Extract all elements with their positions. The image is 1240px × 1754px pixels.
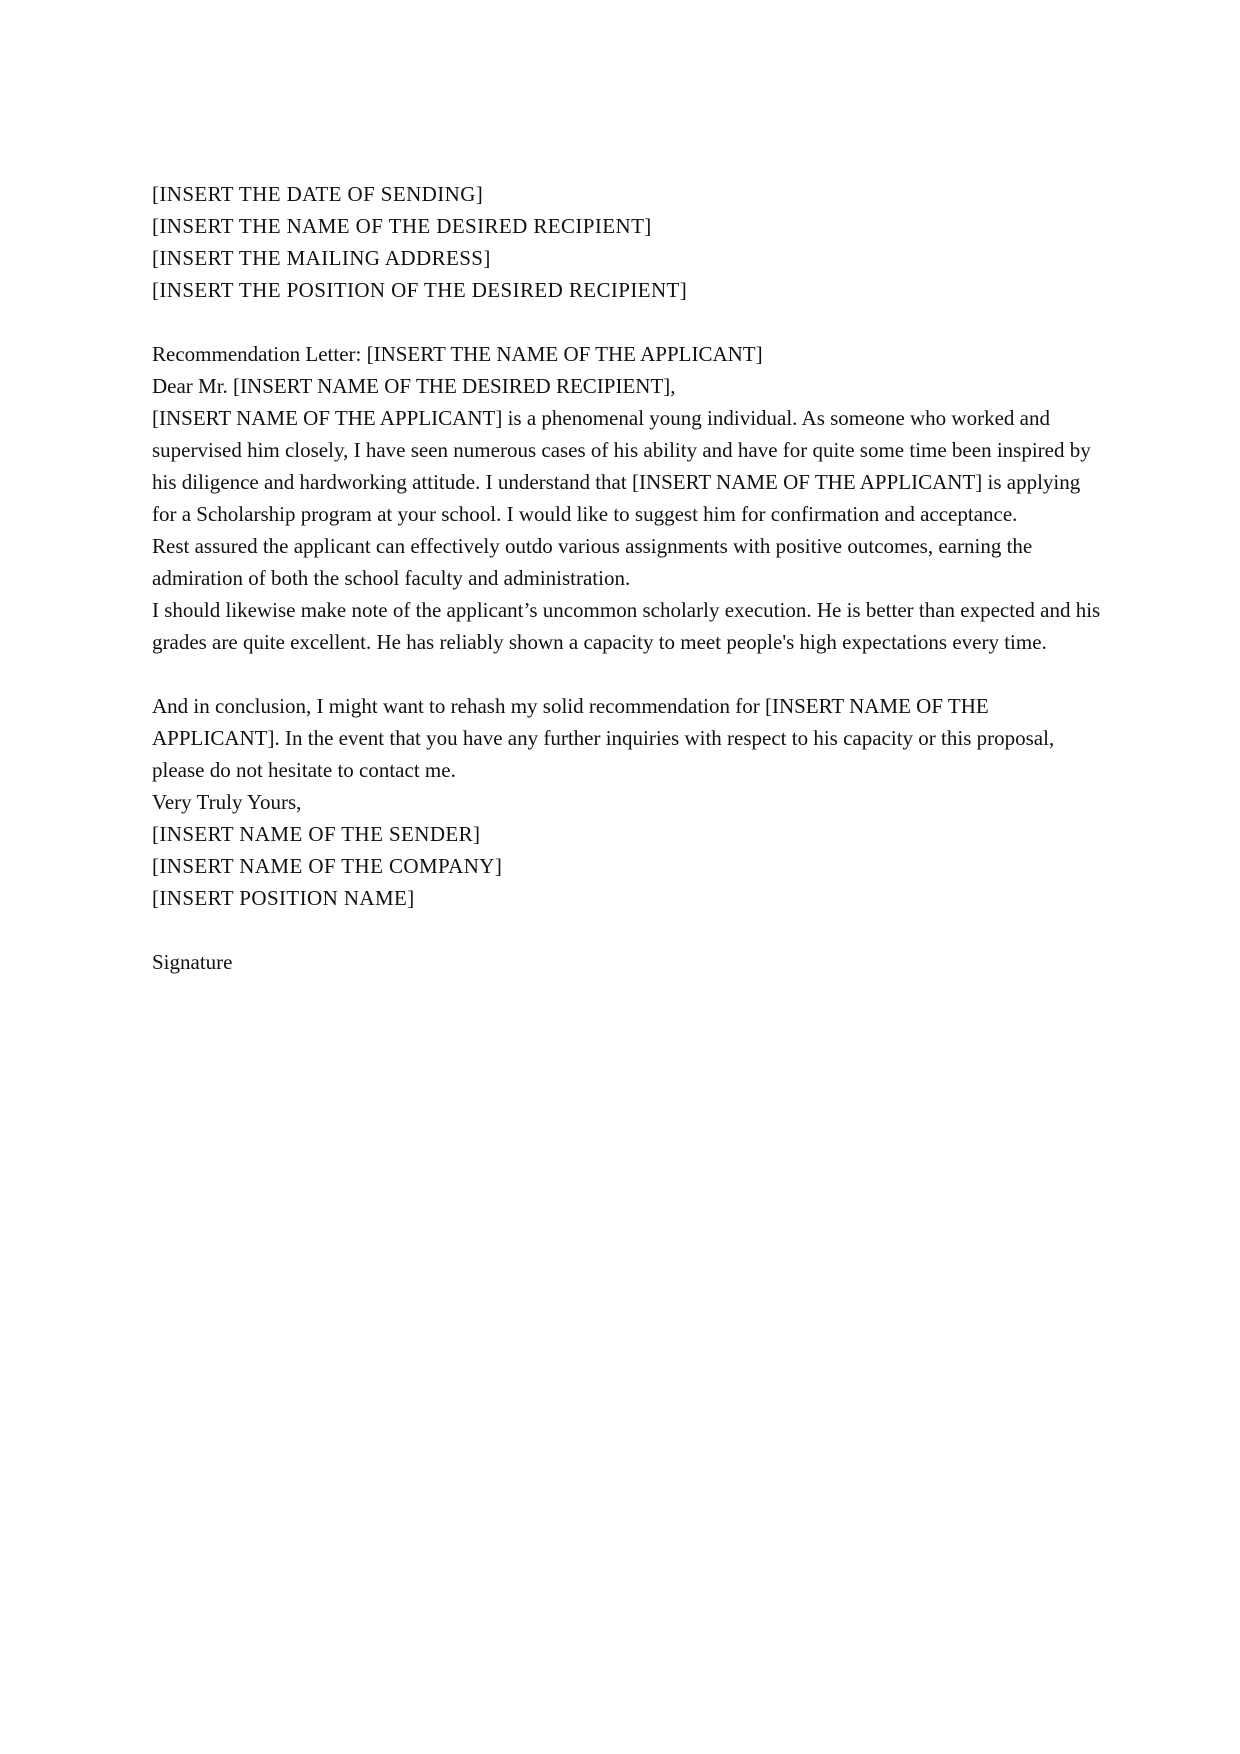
sender-company: [INSERT NAME OF THE COMPANY] xyxy=(152,854,503,878)
closing: Very Truly Yours, xyxy=(152,790,302,814)
letter-body xyxy=(152,178,1102,978)
body-paragraph-group xyxy=(152,530,1102,658)
date-line: [INSERT THE DATE OF SENDING] xyxy=(152,182,484,206)
body-paragraph-2: Rest assured the applicant can effectively outdo various assignments with positive outcomes, earning the admiration of both the school faculty and administration. xyxy=(152,534,1033,590)
recipient-block xyxy=(152,210,1102,306)
recipient-position: [INSERT THE POSITION OF THE DESIRED RECIPIENT] xyxy=(152,278,688,302)
sender-position: [INSERT POSITION NAME] xyxy=(152,886,415,910)
body-paragraph-3: I should likewise make note of the applicant’s uncommon scholarly execution. He is better than expected and his grades are quite excellent. He has reliably shown a capacity to meet people's high expectations every time. xyxy=(152,598,1101,654)
signature-label: Signature xyxy=(152,950,233,974)
subject-line: Recommendation Letter: [INSERT THE NAME OF THE APPLICANT] xyxy=(152,342,763,366)
body-paragraph-1: [INSERT NAME OF THE APPLICANT] is a phenomenal young individual. As someone who worked and supervised him closely, I have seen numerous cases of his ability and have for quite some time been inspired by his diligence and hardworking attitude. I understand that [INSERT NAME OF THE APPLICANT] is applying for a Scholarship program at your school. I would like to suggest him for confirmation and acceptance. xyxy=(152,406,1091,526)
sender-name: [INSERT NAME OF THE SENDER] xyxy=(152,822,481,846)
recipient-address: [INSERT THE MAILING ADDRESS] xyxy=(152,246,491,270)
sender-block xyxy=(152,818,1102,914)
recipient-name: [INSERT THE NAME OF THE DESIRED RECIPIENT] xyxy=(152,214,652,238)
body-paragraph-4: And in conclusion, I might want to rehash my solid recommendation for [INSERT NAME OF THE APPLICANT]. In the event that you have any further inquiries with respect to his capacity or this proposal, please do not hesitate to contact me. xyxy=(152,694,1055,782)
salutation: Dear Mr. [INSERT NAME OF THE DESIRED RECIPIENT], xyxy=(152,374,676,398)
